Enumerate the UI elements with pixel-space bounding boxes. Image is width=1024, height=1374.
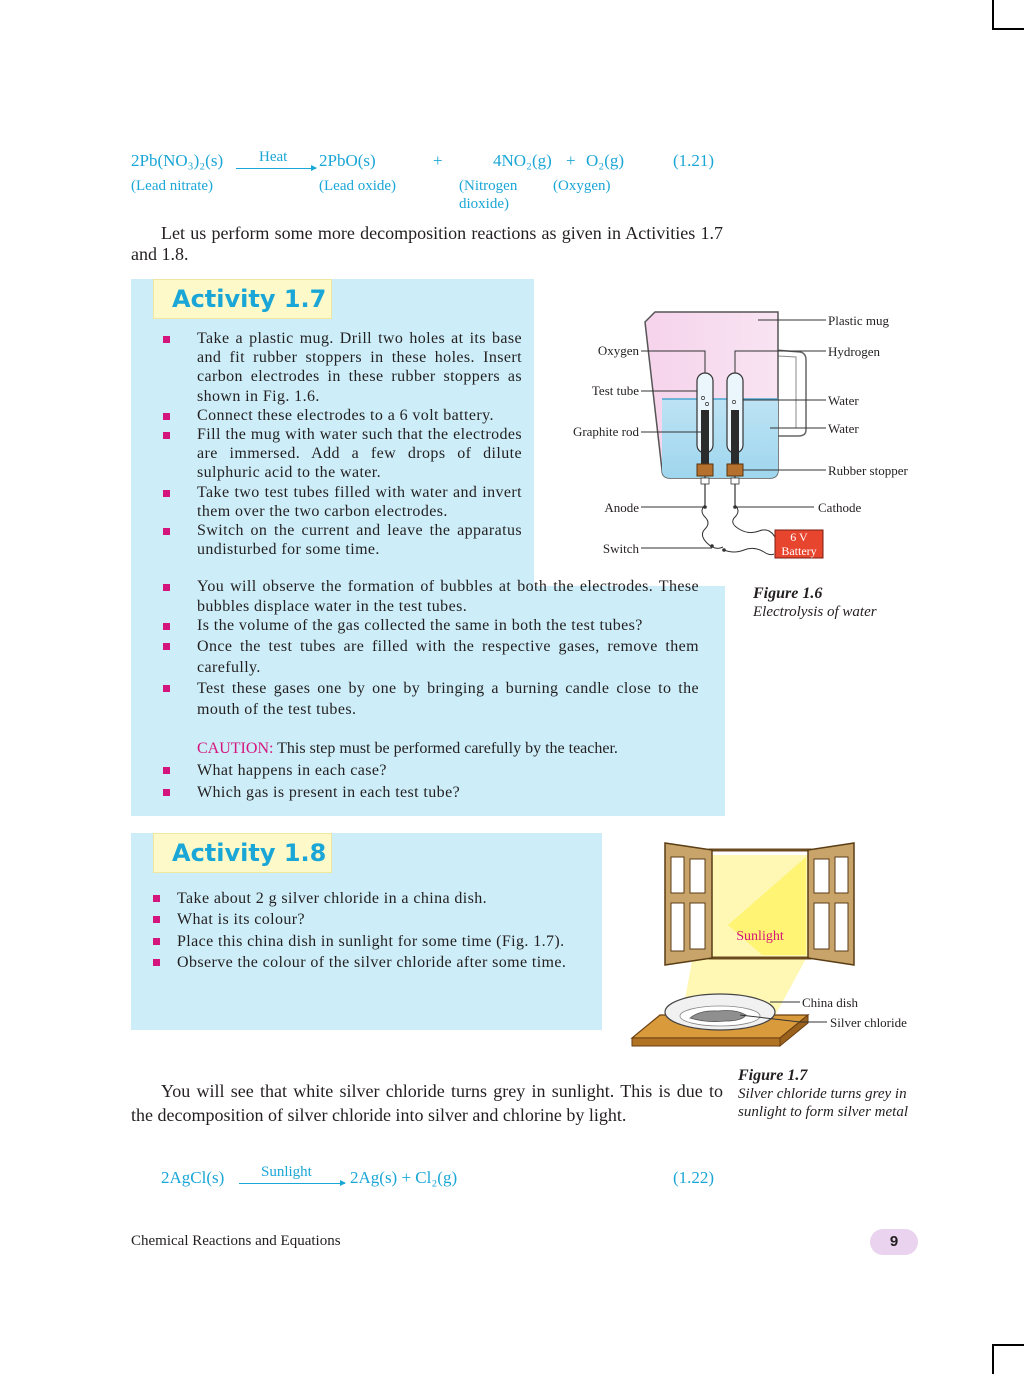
result-paragraph: You will see that white silver chloride turns grey in sunlight. This is due to the decomposition of silver chloride into silver and chlorine by light. (131, 1081, 723, 1125)
list-item: Switch on the current and leave the apparatus undisturbed for some time. (163, 521, 522, 559)
activity-1-7-list-narrow (163, 329, 522, 559)
figure-1-6-text: Electrolysis of water (753, 604, 877, 620)
reaction-arrow (239, 1183, 345, 1184)
list-item: Connect these electrodes to a 6 volt battery. (163, 406, 522, 425)
eq-plus: + (566, 151, 576, 170)
label-silver-chloride: Silver chloride (830, 1015, 907, 1030)
label-rubber-stopper: Rubber stopper (828, 463, 908, 478)
page-number: 9 (870, 1229, 918, 1255)
eq-product-1: 2PbO(s) (319, 151, 376, 170)
eq-condition: Sunlight (261, 1164, 312, 1180)
activity-1-7-list-end (163, 760, 699, 804)
figure-1-6-electrolysis-diagram (545, 295, 945, 570)
list-item: Once the test tubes are filled with the respective gases, remove them carefully. (163, 636, 699, 678)
label-hydrogen: Hydrogen (828, 344, 880, 359)
eq-product-2-name: (Nitrogen (459, 178, 518, 194)
list-item: Which gas is present in each test tube? (163, 782, 699, 804)
label-oxygen: Oxygen (597, 343, 639, 358)
eq-number: (1.22) (673, 1168, 715, 1187)
label-switch: Switch (602, 541, 639, 556)
battery-label-line1: 6 V (790, 530, 808, 544)
footer-chapter-title: Chemical Reactions and Equations (131, 1233, 341, 1249)
eq-product-2-name-cont: dioxide) (459, 196, 509, 212)
battery-label-line2: Battery (781, 544, 817, 558)
list-item: Take two test tubes filled with water and invert them over the two carbon electrodes. (163, 483, 522, 521)
eq-condition: Heat (259, 149, 288, 165)
eq-reactant: 2Pb(NO₃)₂(s) (131, 151, 224, 170)
intro-paragraph: Let us perform some more decomposition reactions as given in Activities 1.7 and 1.8. (131, 223, 723, 264)
list-item: Place this china dish in sunlight for some time (Fig. 1.7). (153, 931, 581, 952)
figure-1-7-text: Silver chloride turns grey in sunlight to form silver metal (738, 1086, 908, 1120)
crop-mark-top-right (992, 0, 1024, 30)
figure-1-7-sunlight-diagram (625, 838, 930, 1050)
label-sunlight: Sunlight (736, 929, 784, 944)
label-water: Water (828, 421, 859, 436)
eq-reactant: 2AgCl(s) (161, 1168, 225, 1187)
label-plastic-mug: Plastic mug (828, 313, 890, 328)
label-china-dish: China dish (802, 995, 858, 1010)
list-item: You will observe the formation of bubbles at both the electrodes. These bubbles displace water in the test tubes. (163, 577, 699, 616)
figure-1-6-number: Figure 1.6 (753, 585, 823, 602)
caution-label: CAUTION: (197, 740, 274, 757)
list-item: Take a plastic mug. Drill two holes at its base and fit rubber stoppers in these holes. Insert carbon electrodes in these rubber stoppers as shown in Fig. 1.6. (163, 329, 522, 406)
eq-number: (1.21) (673, 151, 715, 170)
list-item: What happens in each case? (163, 760, 699, 782)
eq-plus: + (433, 151, 443, 170)
list-item: What is its colour? (153, 909, 581, 930)
eq-products: 2Ag(s) + Cl₂(g) (350, 1168, 458, 1187)
list-item: Observe the colour of the silver chloride after some time. (153, 952, 581, 973)
label-anode: Anode (604, 500, 639, 515)
list-item: Take about 2 g silver chloride in a china dish. (153, 888, 581, 909)
list-item: Test these gases one by one by bringing a burning candle close to the mouth of the test tubes. (163, 678, 699, 720)
eq-product-2: 4NO₂(g) (493, 151, 552, 170)
list-item: Is the volume of the gas collected the same in both the test tubes? (163, 616, 699, 636)
figure-1-7-caption (738, 1067, 923, 1121)
eq-product-3: O₂(g) (586, 151, 625, 170)
list-item: Fill the mug with water such that the electrodes are immersed. Add a few drops of dilute sulphuric acid to the water. (163, 425, 522, 483)
eq-product-1-name: (Lead oxide) (319, 178, 397, 194)
label-cathode: Cathode (818, 500, 862, 515)
reaction-arrow (236, 168, 316, 169)
label-graphite-rod: Graphite rod (572, 424, 639, 439)
activity-1-7-list-wide (163, 577, 699, 720)
activity-1-8-title: Activity 1.8 (153, 833, 332, 873)
eq-reactant-name: (Lead nitrate) (131, 178, 214, 194)
activity-1-8-list (153, 888, 581, 973)
caution-text: This step must be performed carefully by the teacher. (273, 740, 618, 757)
activity-1-7-title: Activity 1.7 (153, 279, 332, 319)
crop-mark-bottom-right (992, 1344, 1024, 1374)
caution-line (197, 740, 618, 758)
figure-1-6-caption (753, 585, 923, 621)
figure-1-7-number: Figure 1.7 (738, 1067, 808, 1084)
label-water: Water (828, 393, 859, 408)
label-test-tube: Test tube (591, 383, 639, 398)
eq-product-3-name: (Oxygen) (553, 178, 611, 194)
